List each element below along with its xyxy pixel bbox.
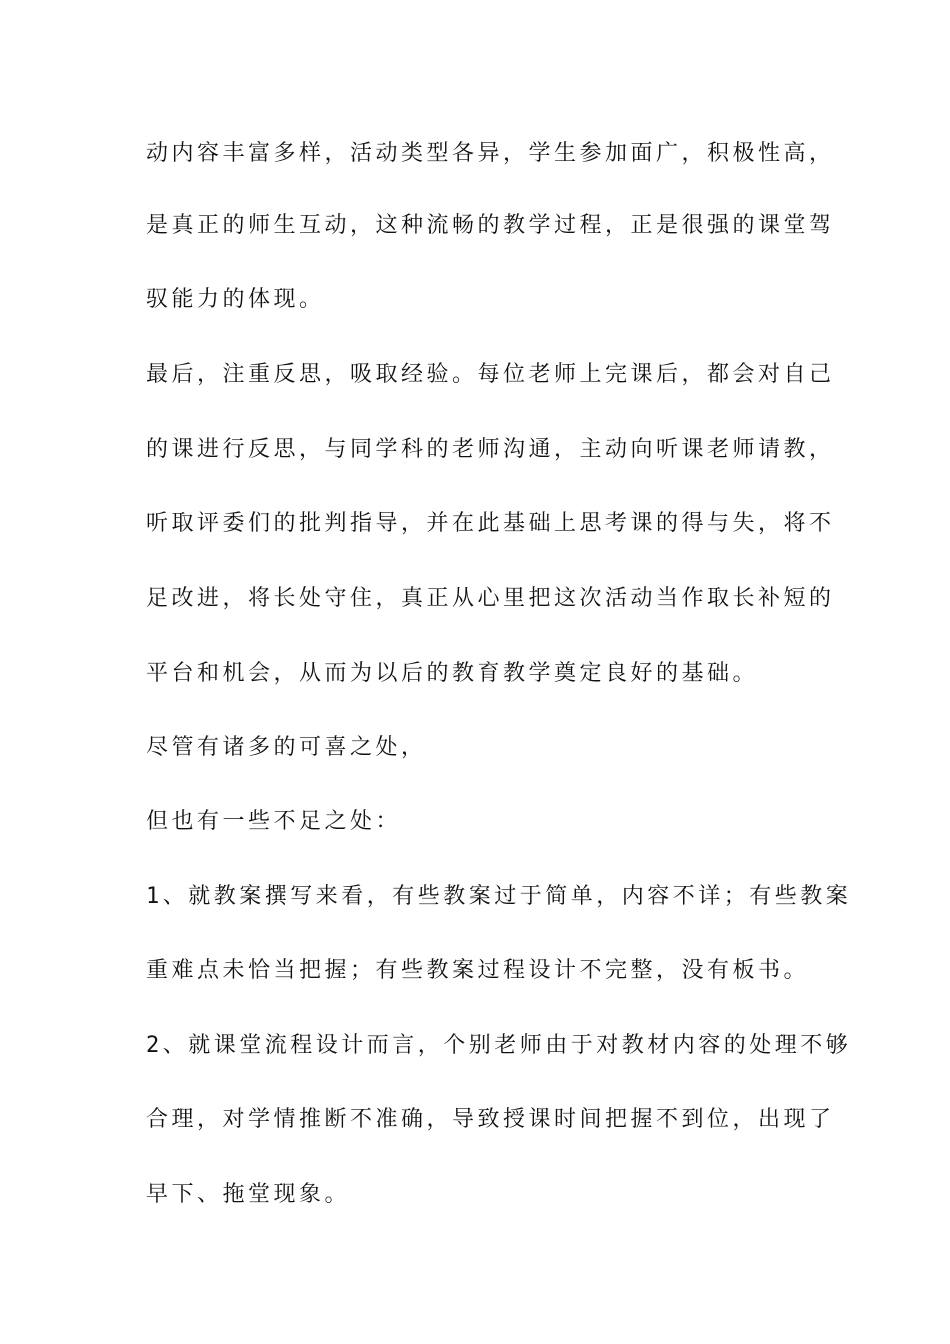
text-line-2: 是真正的师生互动，这种流畅的教学过程，正是很强的课堂驾 xyxy=(146,213,835,238)
text-line-7: 足改进，将长处守住，真正从心里把这次活动当作取长补短的 xyxy=(146,586,835,611)
text-line-10: 但也有一些不足之处： xyxy=(146,809,402,834)
text-line-8: 平台和机会，从而为以后的教育教学奠定良好的基础。 xyxy=(146,661,759,686)
text-line-1: 动内容丰富多样，活动类型各异，学生参加面广，积极性高， xyxy=(146,141,835,166)
text-line-6: 听取评委们的批判指导，并在此基础上思考课的得与失，将不 xyxy=(146,511,835,536)
text-line-12: 重难点未恰当把握；有些教案过程设计不完整，没有板书。 xyxy=(146,958,810,983)
text-line-3: 驭能力的体现。 xyxy=(146,287,325,312)
text-line-4: 最后，注重反思，吸取经验。每位老师上完课后，都会对自己 xyxy=(146,362,835,387)
text-line-5: 的课进行反思，与同学科的老师沟通，主动向听课老师请教， xyxy=(146,437,835,462)
text-line-13: 2、就课堂流程设计而言，个别老师由于对教材内容的处理不够 xyxy=(146,1033,852,1058)
text-line-11: 1、就教案撰写来看，有些教案过于简单，内容不详；有些教案 xyxy=(146,884,852,909)
text-line-14: 合理，对学情推断不准确，导致授课时间把握不到位，出现了 xyxy=(146,1107,835,1132)
text-line-9: 尽管有诸多的可喜之处， xyxy=(146,735,427,760)
text-line-15: 早下、拖堂现象。 xyxy=(146,1182,351,1207)
